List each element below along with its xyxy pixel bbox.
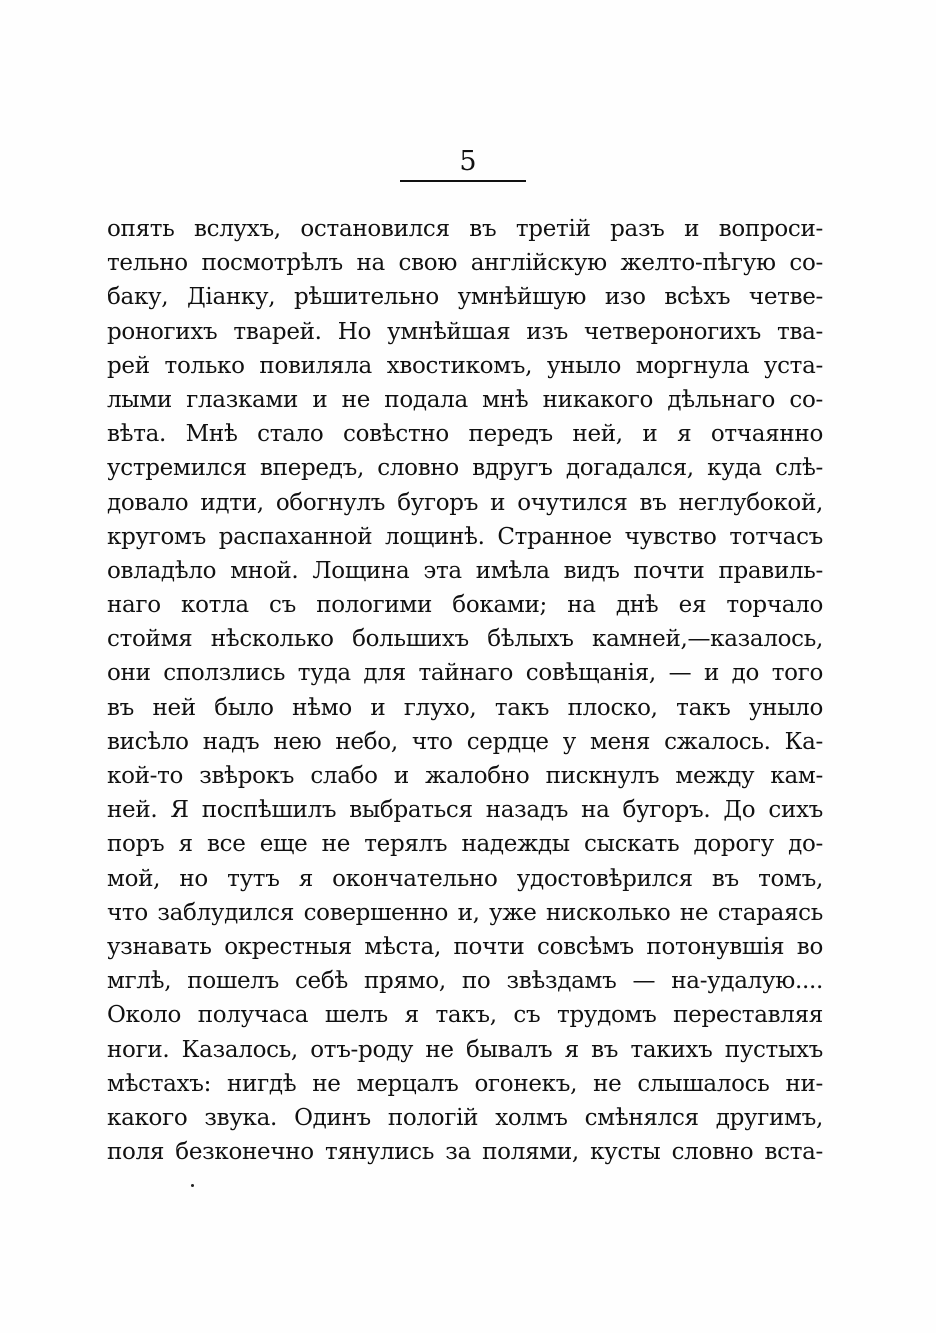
- body-text: [107, 212, 823, 1169]
- text-line: мглѣ, пошелъ себѣ прямо, по звѣздамъ — на-удалую....: [107, 968, 823, 995]
- text-line: мой, но тутъ я окончательно удостовѣрился въ томъ,: [107, 865, 823, 892]
- text-line: лыми глазками и не подала мнѣ никакого дѣльнаго со-: [107, 386, 823, 413]
- text-line: мѣстахъ: нигдѣ не мерцалъ огонекъ, не слышалось ни-: [107, 1070, 823, 1097]
- text-line: они сползлись туда для тайнаго совѣщанія, — и до того: [107, 660, 823, 687]
- text-line: устремился впередъ, словно вдругъ догадался, куда слѣ-: [107, 455, 823, 482]
- text-line: ней. Я поспѣшилъ выбраться назадъ на бугоръ. До сихъ: [107, 797, 823, 824]
- text-line: ноги. Казалось, отъ-роду не бывалъ я въ такихъ пустыхъ: [107, 1036, 823, 1063]
- page-number: 5: [459, 146, 477, 177]
- text-line: кругомъ распаханной лощинѣ. Странное чувство тотчасъ: [107, 523, 823, 550]
- text-line: въ ней было нѣмо и глухо, такъ плоско, такъ уныло: [107, 694, 823, 721]
- text-line: овладѣло мной. Лощина эта имѣла видъ почти правиль-: [107, 557, 823, 584]
- text-line: вѣта. Мнѣ стало совѣстно передъ ней, и я отчаянно: [107, 421, 823, 448]
- text-line: рей только повиляла хвостикомъ, уныло моргнула уста-: [107, 352, 823, 379]
- text-line: опять вслухъ, остановился въ третій разъ и вопроси-: [107, 216, 823, 242]
- text-line: поля безконечно тянулись за полями, кусты словно вста-: [107, 1139, 823, 1166]
- header-rule: [400, 180, 526, 182]
- text-line: роногихъ тварей. Но умнѣйшая изъ четвероногихъ тва-: [107, 318, 823, 345]
- text-line: кой-то звѣрокъ слабо и жалобно пискнулъ между кам-: [107, 763, 823, 789]
- text-line: наго котла съ пологими боками; на днѣ ея торчало: [107, 592, 823, 619]
- text-line: стоймя нѣсколько большихъ бѣлыхъ камней,—казалось,: [107, 626, 823, 653]
- ink-speck: [191, 1184, 194, 1187]
- text-line: Около получаса шелъ я такъ, съ трудомъ переставляя: [107, 1002, 823, 1029]
- text-line: какого звука. Одинъ пологій холмъ смѣнялся другимъ,: [107, 1104, 823, 1131]
- text-line: тельно посмотрѣлъ на свою англійскую желто-пѣгую со-: [107, 250, 823, 277]
- text-line: висѣло надъ нею небо, что сердце у меня сжалось. Ка-: [107, 728, 823, 755]
- text-line: довало идти, обогнулъ бугоръ и очутился въ неглубокой,: [107, 489, 823, 516]
- text-line: узнавать окрестныя мѣста, почти совсѣмъ потонувшія во: [107, 933, 823, 960]
- text-line: поръ я все еще не терялъ надежды сыскать дорогу до-: [107, 831, 823, 858]
- text-line: баку, Діанку, рѣшительно умнѣйшую изо всѣхъ четве-: [107, 284, 823, 311]
- text-line: что заблудился совершенно и, уже нисколько не стараясь: [107, 899, 823, 926]
